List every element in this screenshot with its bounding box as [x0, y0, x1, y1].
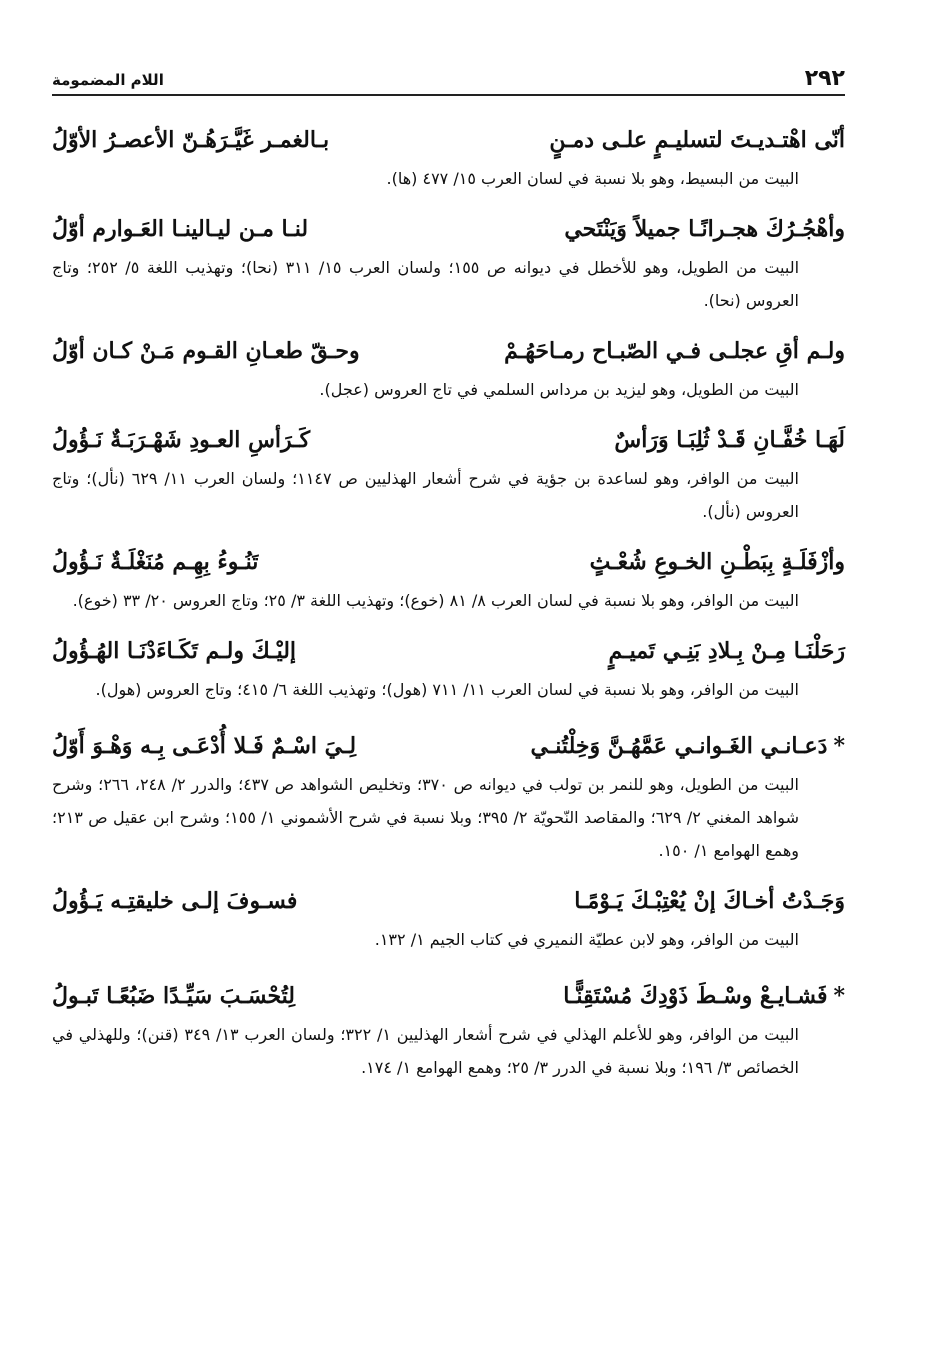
verse-hemistich-first: رَحَلْنَـا مِـنْ بِـلادِ بَنِـي تَميـمٍ	[608, 638, 845, 664]
verse-note: البيت من الطويل، وهو ليزيد بن مرداس السلمي في تاج العروس (عجل).	[319, 380, 799, 399]
verse-hemistich-second: كَـرَأسِ العـودِ شَهْـرَبَـةٌ نَـؤُولُ	[52, 427, 311, 453]
book-page	[52, 58, 845, 1096]
verse-line	[52, 974, 845, 1018]
verse-line	[52, 629, 845, 673]
verse-entry	[52, 207, 845, 317]
verse-line	[52, 118, 845, 162]
verse-hemistich-second: وحـقّ طعـانِ القـوم مَـنْ كـان أوّلُ	[52, 338, 360, 364]
verse-entry	[52, 974, 845, 1084]
verse-line	[52, 540, 845, 584]
verse-hemistich-text: فَشـايـعْ وسْـطَ ذَوْدِكَ مُسْتَقِنًّـا	[563, 983, 828, 1009]
verse-line	[52, 329, 845, 373]
verse-hemistich-second: فسـوفَ إلـى خليقتِـه يَـؤُولُ	[52, 888, 298, 914]
star-marker: *	[833, 733, 845, 759]
verse-note: البيت من الطويل، وهو للأخطل في ديوانه ص ١٥٥؛ ولسان العرب ١٥/ ٣١١ (نحا)؛ وتهذيب اللغة ٥/ ٢٥٢؛ وتاج العروس (نحا).	[52, 258, 800, 310]
verse-note: البيت من الوافر، وهو للأعلم الهذلي في شرح أشعار الهذليين ١/ ٣٢٢؛ ولسان العرب ١٣/ ٣٤٩ (قنن)؛ وللهذلي في الخصائص ٣/ ١٩٦؛ وبلا نسبة في الدرر ٣/ ٢٥؛ وهمع الهوامع ١/ ١٧٤.	[52, 1025, 799, 1077]
verse-hemistich-first: وأزْفَلَـةٍ بِبَطْـنِ الخـوعِ شُعْـثٍ	[589, 549, 845, 575]
verse-note: البيت من الوافر، وهو لابن عطيّة النميري في كتاب الجيم ١/ ١٣٢.	[374, 930, 799, 949]
verse-line	[52, 724, 845, 768]
verse-note: البيت من البسيط، وهو بلا نسبة في لسان العرب ١٥/ ٤٧٧ (ها).	[386, 169, 799, 188]
verse-note: البيت من الوافر، وهو لساعدة بن جؤية في شرح أشعار الهذليين ص ١١٤٧؛ ولسان العرب ١١/ ٦٢٩ (نأل)؛ وتاج العروس (نأل).	[52, 469, 800, 521]
verse-entry	[52, 540, 845, 617]
verse-hemistich-first: ولـم أقِ عجلـى فـي الصّبـاح رمـاحَهُـمْ	[504, 338, 845, 364]
verse-hemistich-first	[563, 974, 845, 1018]
verse-hemistich-first: وَجَـدْتُ أخـاكَ إنْ يُعْتِبْـكَ يَـوْمًـا	[574, 888, 845, 914]
verse-hemistich-second: إليْـكَ ولـم تَكَـاءَدْنَـا الهُـؤُولُ	[52, 638, 297, 664]
verse-hemistich-first	[531, 724, 845, 768]
verse-hemistich-first: أنّى اهْتـديـتَ لتسليـمٍ علـى دمـنٍ	[549, 127, 845, 153]
verse-line	[52, 207, 845, 251]
verse-entry	[52, 724, 845, 867]
verse-entry	[52, 329, 845, 406]
verse-line	[52, 879, 845, 923]
verse-hemistich-text: دَعـانـي الغَـوانـي عَمَّهُـنَّ وَخِلْتُنـي	[530, 733, 828, 759]
verse-entry	[52, 118, 845, 195]
verse-hemistich-second: لنـا مـن ليـالينـا العَـوارم أوّلُ	[52, 216, 309, 242]
verse-hemistich-second: لِتُحْسَـبَ سَيِّـدًا ضَبُعًـا تَبـولُ	[52, 983, 296, 1009]
verse-entry	[52, 629, 845, 706]
star-marker: *	[833, 983, 845, 1009]
verse-hemistich-first: لَهَـا خُفَّـانِ قَـدْ ثُلِبَـا وَرَأسٌ	[614, 427, 845, 453]
verse-entry	[52, 879, 845, 956]
verse-hemistich-second: بـالغمـر غَيَّـرَهُـنّ الأعصـرُ الأوّلُ	[52, 127, 330, 153]
verse-entry	[52, 418, 845, 528]
verse-line	[52, 418, 845, 462]
verse-note: البيت من الطويل، وهو للنمر بن تولب في ديوانه ص ٣٧٠؛ وتخليص الشواهد ص ٤٣٧؛ والدرر ٢/ ٢٤٨، ٢٦٦؛ وشرح شواهد المغني ٢/ ٦٢٩؛ والمقاصد النّحويّة ٢/ ٣٩٥؛ وبلا نسبة في شرح الأشموني ١/ ١٥٥؛ وشرح ابن عقيل ص ٢١٣؛ وهمع الهوامع ١/ ١٥٠.	[52, 775, 800, 860]
verse-note: البيت من الوافر، وهو بلا نسبة في لسان العرب ١١/ ٧١١ (هول)؛ وتهذيب اللغة ٦/ ٤١٥؛ وتاج العروس (هول).	[95, 680, 799, 699]
verse-hemistich-second: تَنُـوءُ بِهِـم مُنَغْلَـةٌ نَـؤُولُ	[52, 549, 259, 575]
page-header	[52, 58, 845, 96]
page-number: ٢٩٢	[804, 66, 845, 91]
verse-note: البيت من الوافر، وهو بلا نسبة في لسان العرب ٨/ ٨١ (خوع)؛ وتهذيب اللغة ٣/ ٢٥؛ وتاج العروس ٢٠/ ٣٣ (خوع).	[72, 591, 799, 610]
verse-hemistich-first: وأهْجُـرُكَ هجـرانًـا جميلاً وَيَنْتَحي	[564, 216, 845, 242]
verse-hemistich-second: لِـيَ اسْـمٌ فَـلا أُدْعَـى بِـه وَهْـوَ أَوّلُ	[52, 733, 357, 759]
running-head: اللام المضمومة	[52, 71, 164, 89]
